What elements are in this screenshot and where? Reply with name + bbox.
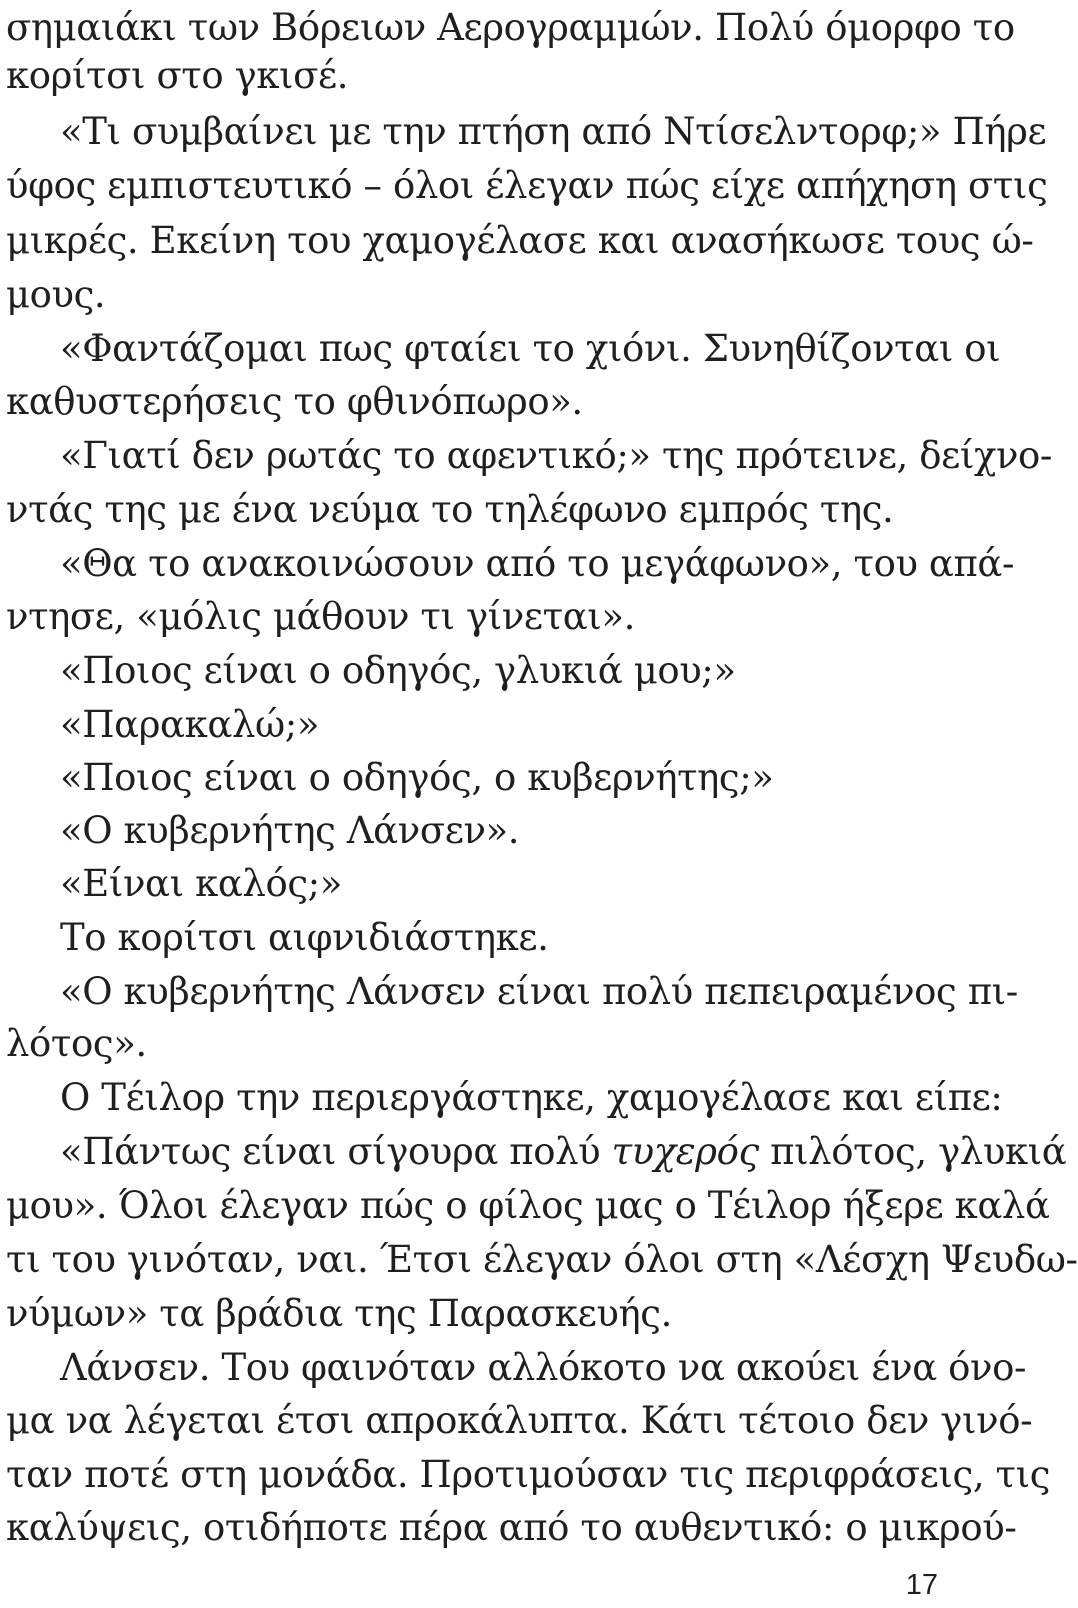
text-line: ταν ποτέ στη μονάδα. Προτιμούσαν τις περιφράσεις, τις — [6, 1453, 1051, 1496]
text-line: ύφος εμπιστευτικό – όλοι έλεγαν πώς είχε απήχηση στις — [6, 164, 1048, 207]
text-line: «Ο κυβερνήτης Λάνσεν είναι πολύ πεπειραμένος πι- — [60, 970, 1018, 1013]
text-line: «Ο κυβερνήτης Λάνσεν». — [60, 809, 520, 852]
text-line: ντάς της με ένα νεύμα το τηλέφωνο εμπρός της. — [6, 488, 894, 531]
text-line: «Φαντάζομαι πως φταίει το χιόνι. Συνηθίζονται οι — [60, 327, 1001, 370]
text-segment: «Πάντως είναι σίγουρα πολύ — [60, 1130, 601, 1173]
page-number: 17 — [905, 1569, 938, 1601]
text-line: καλύψεις, οτιδήποτε πέρα από το αυθεντικό: ο μικρού- — [6, 1506, 1017, 1549]
text-line: «Τι συμβαίνει με την πτήση από Ντίσελντορφ;» Πήρε — [60, 110, 1047, 153]
text-line: «Γιατί δεν ρωτάς το αφεντικό;» της πρότεινε, δείχνο- — [60, 434, 1053, 477]
text-line: μους. — [6, 273, 106, 316]
text-line: Το κορίτσι αιφνιδιάστηκε. — [60, 916, 549, 959]
text-line: μου». Όλοι έλεγαν πώς ο φίλος μας ο Τέιλορ ήξερε καλά — [6, 1184, 1050, 1227]
text-line: «Ποιος είναι ο οδηγός, ο κυβερνήτης;» — [60, 756, 774, 799]
text-line — [6, 1124, 1067, 1180]
text-line: Ο Τέιλορ την περιεργάστηκε, χαμογέλασε και είπε: — [60, 1076, 1003, 1119]
text-segment: πιλότος, γλυκιά — [770, 1130, 1067, 1173]
text-line: σημαιάκι των Βόρειων Αερογραμμών. Πολύ όμορφο το — [6, 6, 1015, 49]
text-line: καθυστερήσεις το φθινόπωρο». — [6, 380, 583, 423]
text-line: «Είναι καλός;» — [60, 862, 342, 905]
text-line: λότος». — [6, 1022, 147, 1065]
text-line: νύμων» τα βράδια της Παρασκευής. — [6, 1292, 672, 1335]
text-line: τι του γινόταν, ναι. Έτσι έλεγαν όλοι στη «Λέσχη Ψευδω- — [6, 1238, 1078, 1281]
text-line: μα να λέγεται έτσι απροκάλυπτα. Κάτι τέτοιο δεν γινό- — [6, 1399, 1033, 1442]
text-line: ντησε, «μόλις μάθουν τι γίνεται». — [6, 595, 635, 638]
text-line: μικρές. Εκείνη του χαμογέλασε και ανασήκωσε τους ώ- — [6, 219, 1034, 262]
text-line: Λάνσεν. Του φαινόταν αλλόκοτο να ακούει ένα όνο- — [60, 1346, 1027, 1389]
text-line: «Παρακαλώ;» — [60, 703, 320, 746]
text-line: «Θα το ανακοινώσουν από το μεγάφωνο», του απά- — [60, 542, 1015, 585]
text-line: «Ποιος είναι ο οδηγός, γλυκιά μου;» — [60, 649, 736, 692]
emphasis-text: τυχερός — [611, 1130, 759, 1173]
text-line: κορίτσι στο γκισέ. — [6, 54, 349, 97]
